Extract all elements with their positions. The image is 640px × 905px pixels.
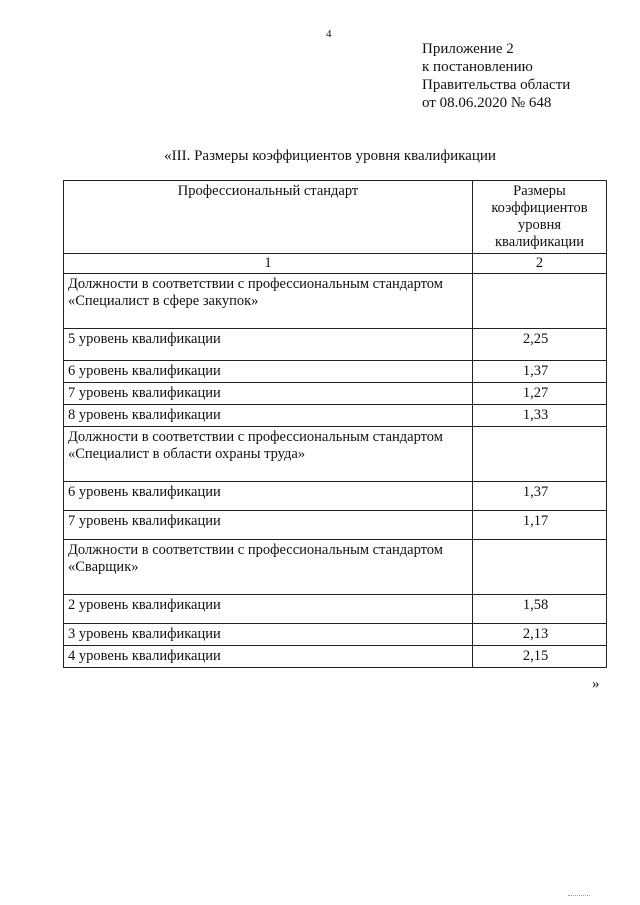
appendix-line: Правительства области bbox=[422, 77, 571, 93]
qualification-level-cell: 8 уровень квалификации bbox=[64, 405, 473, 427]
section-title: «III. Размеры коэффициентов уровня квалификации bbox=[164, 148, 496, 164]
appendix-line: к постановлению bbox=[422, 59, 533, 75]
coefficient-value-cell: 1,58 bbox=[473, 595, 607, 624]
appendix-header bbox=[422, 40, 570, 112]
table-row bbox=[64, 511, 607, 540]
qualification-level-cell: 7 уровень квалификации bbox=[64, 511, 473, 540]
coefficient-value-cell: 1,37 bbox=[473, 361, 607, 383]
table-row bbox=[64, 361, 607, 383]
table-row bbox=[64, 624, 607, 646]
column-number: 1 bbox=[64, 254, 473, 274]
header-coefficient-sizes bbox=[473, 181, 607, 254]
qualification-level-cell: 6 уровень квалификации bbox=[64, 361, 473, 383]
qualification-level-cell: 7 уровень квалификации bbox=[64, 383, 473, 405]
table-row bbox=[64, 482, 607, 511]
header-line: квалификации bbox=[495, 234, 584, 250]
coefficient-value-cell: 1,33 bbox=[473, 405, 607, 427]
group-title-cell: Должности в соответствии с профессиональным стандартом «Специалист в области охраны труда» bbox=[64, 427, 473, 482]
coefficient-value-cell: 1,17 bbox=[473, 511, 607, 540]
column-number: 2 bbox=[473, 254, 607, 274]
page-number: 4 bbox=[326, 28, 332, 40]
table-header-row bbox=[64, 181, 607, 254]
appendix-line: Приложение 2 bbox=[422, 41, 514, 57]
header-professional-standard: Профессиональный стандарт bbox=[64, 181, 473, 254]
coefficient-value-cell bbox=[473, 274, 607, 329]
qualification-level-cell: 2 уровень квалификации bbox=[64, 595, 473, 624]
group-title-cell: Должности в соответствии с профессиональным стандартом «Специалист в сфере закупок» bbox=[64, 274, 473, 329]
scan-mark bbox=[568, 895, 590, 897]
qualification-level-cell: 6 уровень квалификации bbox=[64, 482, 473, 511]
coefficients-table bbox=[63, 180, 607, 668]
table-row bbox=[64, 646, 607, 668]
appendix-line: от 08.06.2020 № 648 bbox=[422, 95, 552, 111]
table-row bbox=[64, 383, 607, 405]
qualification-level-cell: 4 уровень квалификации bbox=[64, 646, 473, 668]
coefficient-value-cell: 2,13 bbox=[473, 624, 607, 646]
group-header-row bbox=[64, 540, 607, 595]
group-header-row bbox=[64, 427, 607, 482]
coefficient-value-cell bbox=[473, 427, 607, 482]
header-line: уровня bbox=[517, 217, 562, 233]
coefficient-value-cell bbox=[473, 540, 607, 595]
table-body bbox=[64, 274, 607, 668]
table-row bbox=[64, 329, 607, 361]
coefficient-value-cell: 2,15 bbox=[473, 646, 607, 668]
qualification-level-cell: 5 уровень квалификации bbox=[64, 329, 473, 361]
closing-quote: » bbox=[592, 676, 600, 692]
qualification-level-cell: 3 уровень квалификации bbox=[64, 624, 473, 646]
group-header-row bbox=[64, 274, 607, 329]
coefficient-value-cell: 1,27 bbox=[473, 383, 607, 405]
coefficient-value-cell: 2,25 bbox=[473, 329, 607, 361]
table-row bbox=[64, 595, 607, 624]
numbering-row bbox=[64, 254, 607, 274]
header-line: Размеры bbox=[513, 183, 566, 199]
group-title-cell: Должности в соответствии с профессиональным стандартом «Сварщик» bbox=[64, 540, 473, 595]
coefficient-value-cell: 1,37 bbox=[473, 482, 607, 511]
table-row bbox=[64, 405, 607, 427]
header-line: коэффициентов bbox=[491, 200, 588, 216]
